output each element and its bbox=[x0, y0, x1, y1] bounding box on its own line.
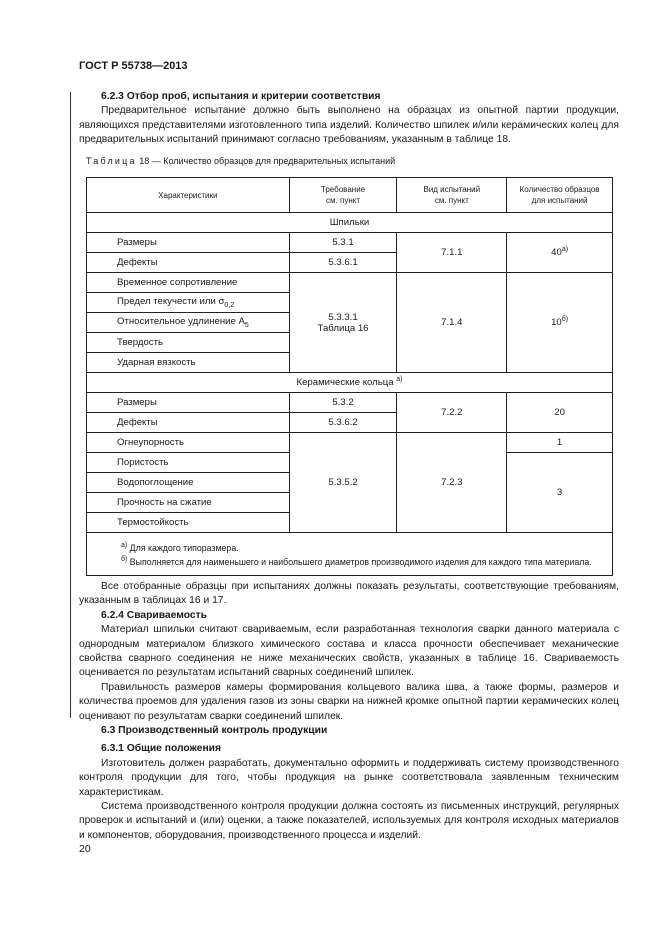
table-row: Дефекты 5.3.6.2 bbox=[87, 413, 613, 433]
section-heading: 6.3 Производственный контроль продукции bbox=[101, 725, 328, 736]
section-rings: Керамические кольца $^{а)}$ bbox=[87, 373, 613, 393]
paragraph: Материал шпильки считают свариваемым, если разработанная технология сварки данного материала с однородным материалом близкого химического состава и класса прочности обеспечивает механические свойства сварного соединения не ниже механических свойств, указанных в таблице 16. Свариваемость оценивается по результатам испытаний сварных соединений шпилек. bbox=[79, 624, 619, 679]
table-row: Размеры 5.3.1 7.1.1 $40^{а)}$ bbox=[87, 233, 613, 253]
table-row: Ударная вязкость bbox=[87, 353, 613, 373]
table-row: Пористость 3 bbox=[87, 453, 613, 473]
table-row: Огнеупорность 5.3.5.2 7.2.3 1 bbox=[87, 433, 613, 453]
section-heading: 6.3.1 Общие положения bbox=[101, 743, 221, 755]
table-header-row bbox=[87, 178, 613, 213]
paragraph: Предварительное испытание должно быть выполнено на образцах из опытной партии продукции, являющихся представителями изготовленного типа изделий. Количество шпилек и/или керамических колец для предварительных испытаний принимают согласно требованиям, указанным в таблице 18. bbox=[79, 105, 619, 146]
header-characteristics: Характеристики bbox=[87, 178, 290, 213]
change-bar bbox=[70, 92, 71, 718]
table-section-row bbox=[87, 373, 613, 393]
table-notes: $^{а)}$ Для каждого типоразмера. $^{б)}$ Выполняется для наименьшего и наибольшего диаметров производимого изделия для каждого типа материала. bbox=[87, 533, 613, 576]
document-header: ГОСТ Р 55738—2013 bbox=[79, 60, 188, 72]
table-section-row bbox=[87, 213, 613, 233]
section-6-2-3 bbox=[79, 90, 619, 148]
section-heading: 6.2.4 Свариваемость bbox=[101, 609, 207, 621]
table-row: Дефекты 5.3.6.1 bbox=[87, 253, 613, 273]
section-heading: 6.2.3 Отбор проб, испытания и критерии соответствия bbox=[101, 91, 381, 102]
table-row: Предел текучести или $\sigma_{0,2}$ bbox=[87, 293, 613, 313]
section-studs: Шпильки bbox=[87, 213, 613, 233]
table-row: Относительное удлинение $A_5$ bbox=[87, 313, 613, 333]
paragraph: Система производственного контроля продукции должна состоять из письменных инструкций, регулярных проверок и испытаний и (или) оценки, а также показателей, используемых для контроля исходных материалов и компонентов, оборудования, производственного процесса и изделий. bbox=[79, 801, 619, 841]
samples-table bbox=[86, 177, 613, 576]
header-test-type: Вид испытаний см. пункт bbox=[397, 178, 507, 213]
header-quantity: Количество образцов для испытаний bbox=[507, 178, 613, 213]
table-row: Размеры 5.3.2 7.2.2 20 bbox=[87, 393, 613, 413]
section-after-table bbox=[79, 580, 619, 724]
caption-prefix: Таблица bbox=[86, 156, 137, 166]
paragraph: Все отобранные образцы при испытаниях должны показать результаты, соответствующие требованиям, указанным в таблицах 16 и 17. bbox=[79, 581, 619, 607]
table-notes-row bbox=[87, 533, 613, 576]
table-row: Термостойкость bbox=[87, 513, 613, 533]
table-row: Водопоглощение bbox=[87, 473, 613, 493]
paragraph: Правильность размеров камеры формирования кольцевого валика шва, а также формы, размеров и количества проемов для удаления газов из зоны сварки на нижней кромке опытной партии керамических колец оценивают по результатам сварки соединений шпилек. bbox=[79, 681, 619, 722]
header-requirement: Требование см. пункт bbox=[289, 178, 397, 213]
table-caption bbox=[86, 156, 395, 166]
table-row: Временное сопротивление 5.3.3.1 Таблица 16 7.1.4 $10^{б)}$ bbox=[87, 273, 613, 293]
table-row: Твердость bbox=[87, 333, 613, 353]
paragraph: Изготовитель должен разработать, документально оформить и поддерживать систему производственного контроля продукции для того, чтобы продукция на рынке соответствовала заявленным техническим характеристикам. bbox=[79, 757, 619, 798]
section-6-3 bbox=[79, 724, 619, 843]
page-number: 20 bbox=[79, 843, 91, 855]
caption-text: 18 — Количество образцов для предварительных испытаний bbox=[136, 156, 396, 166]
table-row: Прочность на сжатие bbox=[87, 493, 613, 513]
